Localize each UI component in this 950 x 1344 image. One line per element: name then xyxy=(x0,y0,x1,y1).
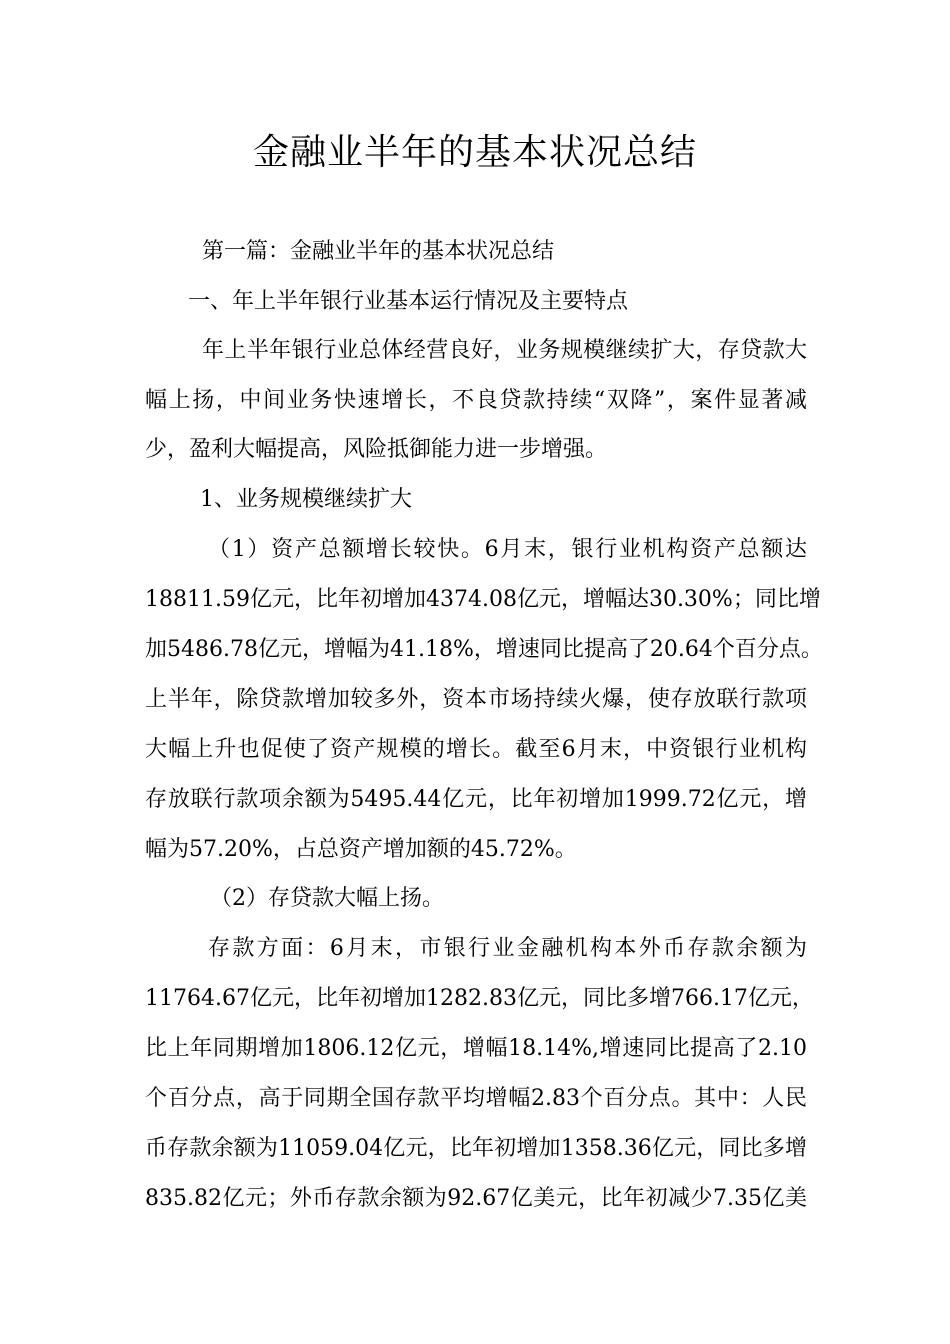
paragraph-line: 存放联行款项余额为5495.44亿元，比年初增加1999.72亿元，增 xyxy=(145,787,807,812)
item-heading: （2）存贷款大幅上扬。 xyxy=(210,886,444,911)
paragraph-line: 比上年同期增加1806.12亿元，增幅18.14%,增速同比提高了2.10 xyxy=(145,1036,807,1061)
paragraph-line: 加5486.78亿元，增幅为41.18%，增速同比提高了20.64个百分点。 xyxy=(145,637,823,662)
paragraph-line: （1）资产总额增长较快。6月末，银行业机构资产总额达 xyxy=(208,537,807,562)
item-heading: 1、业务规模继续扩大 xyxy=(200,487,412,512)
subsection-heading: 一、年上半年银行业基本运行情况及主要特点 xyxy=(188,289,629,314)
paragraph-line: 11764.67亿元，比年初增加1282.83亿元，同比多增766.17亿元， xyxy=(145,986,814,1011)
paragraph-line: 年上半年银行业总体经营良好，业务规模继续扩大，存贷款大 xyxy=(202,338,807,363)
paragraph-line: 18811.59亿元，比年初增加4374.08亿元，增幅达30.30%；同比增 xyxy=(145,587,821,612)
section-heading: 第一篇：金融业半年的基本状况总结 xyxy=(202,239,555,264)
paragraph-line: 上半年，除贷款增加较多外，资本市场持续火爆，使存放联行款项 xyxy=(145,687,807,712)
paragraph-line: 个百分点，高于同期全国存款平均增幅2.83个百分点。其中：人民 xyxy=(145,1086,807,1111)
paragraph-line: 大幅上升也促使了资产规模的增长。截至6月末，中资银行业机构 xyxy=(145,737,807,762)
document-title: 金融业半年的基本状况总结 xyxy=(252,132,697,173)
paragraph-line: 幅上扬，中间业务快速增长，不良贷款持续“双降”，案件显著减 xyxy=(145,388,807,413)
paragraph-line: 835.82亿元；外币存款余额为92.67亿美元，比年初减少7.35亿美 xyxy=(145,1186,807,1211)
paragraph-line: 币存款余额为11059.04亿元，比年初增加1358.36亿元，同比多增 xyxy=(145,1136,807,1161)
paragraph-line: 幅为57.20%，占总资产增加额的45.72%。 xyxy=(145,837,577,862)
paragraph-line: 存款方面：6月末，市银行业金融机构本外币存款余额为 xyxy=(208,936,807,961)
paragraph-line: 少，盈利大幅提高，风险抵御能力进一步增强。 xyxy=(145,437,608,462)
